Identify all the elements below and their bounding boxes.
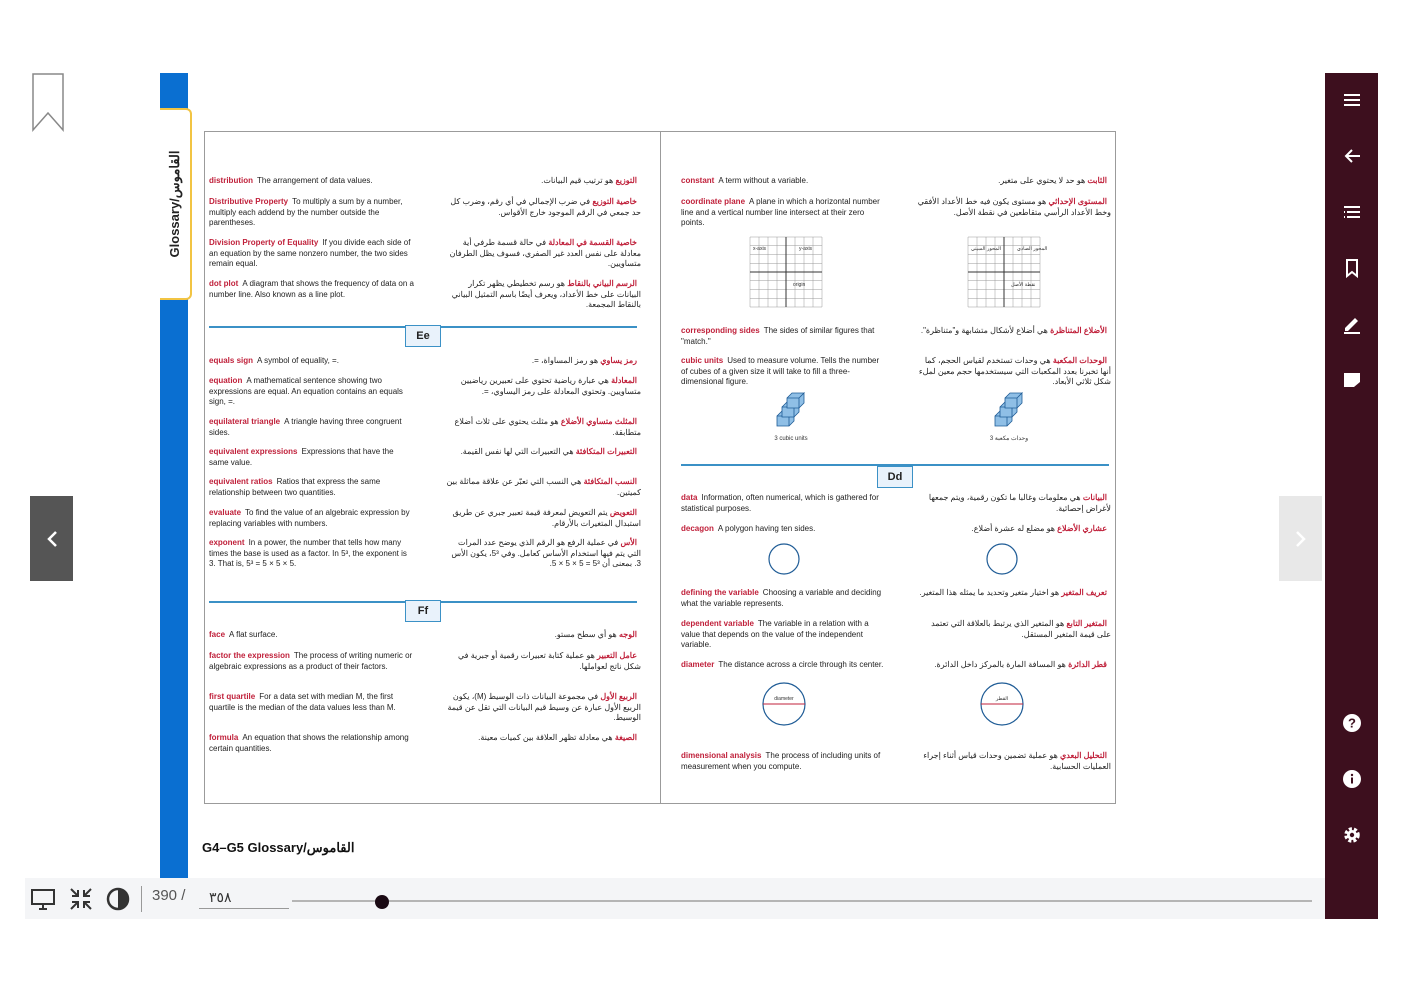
annotate-button[interactable] — [1325, 309, 1378, 339]
page-slider-track[interactable] — [292, 900, 1312, 902]
entry-english — [681, 197, 887, 229]
entry-arabic — [445, 538, 641, 570]
entry-arabic — [445, 630, 641, 641]
glossary-tab-label: Glossary/القاموس — [167, 150, 182, 258]
entry-english — [209, 508, 415, 529]
entry-arabic — [915, 751, 1111, 772]
entry-term: coordinate plane — [681, 197, 746, 206]
entry-term: equivalent expressions — [209, 447, 298, 456]
entry-definition: A term without a variable. — [718, 176, 809, 185]
chevron-right-icon — [1294, 530, 1308, 548]
entry-term: first quartile — [209, 692, 256, 701]
entry-definition: Ratios that express the same relationship between two quantities. — [209, 477, 381, 497]
entry-term: formula — [209, 733, 239, 742]
entry-english — [209, 238, 415, 270]
entry-english — [209, 279, 415, 300]
entry-english — [209, 538, 415, 570]
entry-definition: The distance across a circle through its center. — [718, 660, 884, 669]
entry-arabic — [445, 376, 641, 397]
entry-english — [209, 176, 415, 187]
entry-arabic — [445, 508, 641, 529]
entry-term-arabic: الوجه — [618, 630, 637, 639]
entry-term-arabic: الثابت — [1087, 176, 1107, 185]
entry-term-arabic: قطر الدائرة — [1068, 660, 1107, 669]
entry-english — [209, 356, 415, 367]
entry-definition: The variable in a relation with a value that depends on the value of the independent variable. — [681, 619, 869, 649]
entry-definition: In a power, the number that tells how many times the base is used as a factor. In 5³, the exponent is 3. That is, 5³ = 5 × 5 × 5. — [209, 538, 407, 568]
entry-definition-arabic: هو المسافة المارة بالمركز داخل الدائرة. — [934, 660, 1069, 669]
entry-term-arabic: عشاري الأضلاع — [1057, 524, 1107, 533]
page-slider-handle[interactable] — [375, 895, 389, 909]
bookmark-icon — [1345, 259, 1359, 277]
entry-definition-arabic: في ضرب الإجمالي في أي رقم، وضرب كل حد جمعي في الرقم الموجود خارج الأقواس. — [450, 197, 641, 217]
notes-button[interactable] — [1325, 365, 1378, 395]
arrow-left-icon — [1343, 148, 1361, 164]
entry-definition: An equation that shows the relationship among certain quantities. — [209, 733, 409, 753]
entry-definition-arabic: هو مستوى يكون فيه خط الأعداد الأفقي وخط الأعداد الرأسي متقاطعين في نقطة الأصل. — [917, 197, 1111, 217]
info-button[interactable] — [1325, 764, 1378, 794]
entry-term-arabic: المعادلة — [611, 376, 637, 385]
entry-term: equation — [209, 376, 243, 385]
entry-english — [681, 660, 887, 671]
menu-button[interactable] — [1325, 85, 1378, 115]
entry-term: Distributive Property — [209, 197, 289, 206]
prev-page-button[interactable] — [30, 496, 73, 581]
coordinate-plane-figure — [749, 236, 823, 308]
gear-icon — [1342, 825, 1362, 845]
entry-english — [681, 356, 887, 388]
entry-definition: Choosing a variable and deciding what the variable represents. — [681, 588, 882, 608]
entry-english — [681, 176, 887, 187]
entry-definition-arabic: في حالة قسمة طرفي أية معادلة على نفس العدد غير الصفري، فسوف يظل الطرفان متساويين. — [449, 238, 641, 268]
entry-term: Division Property of Equality — [209, 238, 319, 247]
entry-term: data — [681, 493, 698, 502]
entry-arabic — [445, 356, 641, 367]
entry-definition-arabic: هو اختيار متغير وتحديد ما يمثله هذا المتغير. — [919, 588, 1062, 597]
entry-definition: The sides of similar figures that "match." — [681, 326, 875, 346]
section-letter: Dd — [877, 466, 913, 488]
entry-definition: If you divide each side of an equation by the same nonzero number, the two sides remain equal. — [209, 238, 411, 268]
entry-term: factor the expression — [209, 651, 290, 660]
entry-term: diameter — [681, 660, 715, 669]
decagon-figure — [985, 542, 1019, 576]
monitor-icon[interactable] — [30, 886, 56, 912]
entry-definition: Expressions that have the same value. — [209, 447, 394, 467]
entry-english — [209, 477, 415, 498]
entry-term-arabic: خاصية القسمة في المعادلة — [548, 238, 637, 247]
entry-arabic — [445, 279, 641, 311]
list-icon — [1343, 205, 1361, 219]
fullscreen-collapse-icon[interactable] — [68, 886, 94, 912]
entry-term: equals sign — [209, 356, 254, 365]
entry-arabic — [445, 417, 641, 438]
axis-label: y-axis — [799, 246, 813, 252]
entry-definition-arabic: يتم التعويض لمعرفة قيمة تعبير جبري عن طريق استبدال المتغيرات بالأرقام. — [452, 508, 641, 528]
entry-definition-arabic: هو رمز المساواة، =. — [531, 356, 601, 365]
entry-english — [681, 588, 887, 609]
entry-definition-arabic: في مجموعة البيانات ذات الوسيط (M)، يكون الربيع الأول عبارة عن وسيط قيم البيانات التي تقل عن قيمة الوسيط. — [447, 692, 641, 722]
bottom-toolbar — [25, 878, 1325, 919]
entry-definition: A triangle having three congruent sides. — [209, 417, 402, 437]
entry-term-arabic: النسب المتكافئة — [583, 477, 637, 486]
entry-term-arabic: رمز يساوي — [600, 356, 637, 365]
hamburger-menu-icon — [1343, 93, 1361, 107]
diameter-figure — [761, 681, 807, 727]
entry-term: corresponding sides — [681, 326, 760, 335]
entry-english — [209, 197, 415, 229]
entry-arabic — [445, 176, 641, 187]
entry-english — [209, 447, 415, 468]
entry-arabic — [445, 447, 641, 458]
entry-arabic — [915, 176, 1111, 187]
diameter-label: diameter — [774, 696, 794, 702]
axis-label: origin — [793, 282, 806, 288]
entry-english — [681, 524, 887, 535]
entry-term-arabic: التعبيرات المتكافئة — [575, 447, 637, 456]
section-letter: Ee — [405, 325, 441, 347]
entry-arabic — [915, 493, 1111, 514]
entry-definition: To multiply a sum by a number, multiply each addend by the number outside the parentheses. — [209, 197, 403, 227]
chevron-left-icon — [45, 530, 59, 548]
entry-definition: A diagram that shows the frequency of data on a number line. Also known as a line plot. — [209, 279, 414, 299]
next-page-button[interactable] — [1279, 496, 1322, 581]
entry-definition-arabic: هي عبارة رياضية تحتوي على تعبيرين رياضيين متساويين. وتحتوي المعادلة على رمز اليساوي، =. — [460, 376, 641, 396]
entry-term-arabic: الصيغة — [614, 733, 637, 742]
decagon-figure — [767, 542, 801, 576]
entry-arabic — [915, 619, 1111, 640]
cube-figure — [991, 394, 1027, 430]
entry-arabic — [915, 326, 1111, 337]
help-button[interactable] — [1325, 708, 1378, 738]
entry-term-arabic: البيانات — [1082, 493, 1107, 502]
entry-english — [681, 326, 887, 347]
page-label: G4–G5 Glossary/القاموس — [202, 840, 355, 855]
entry-term: dimensional analysis — [681, 751, 762, 760]
pencil-icon — [1342, 314, 1362, 334]
info-icon — [1342, 769, 1362, 789]
entry-term-arabic: التحليل البعدي — [1060, 751, 1107, 760]
entry-term: defining the variable — [681, 588, 759, 597]
entry-term-arabic: الرسم البياني بالنقاط — [567, 279, 637, 288]
entry-term: decagon — [681, 524, 714, 533]
page-number-input[interactable]: ٣٥٨ — [199, 886, 289, 909]
diameter-figure — [979, 681, 1025, 727]
entry-english — [681, 619, 887, 651]
entry-english — [681, 493, 887, 514]
entry-definition: A symbol of equality, =. — [257, 356, 339, 365]
entry-definition-arabic: هو عملية كتابة تعبيرات رقمية أو جبرية في شكل ناتج لعواملها. — [458, 651, 641, 671]
entry-term-arabic: الربيع الأول — [600, 692, 637, 701]
settings-button[interactable] — [1325, 820, 1378, 850]
total-pages: 390 / — [152, 887, 186, 904]
entry-definition: To find the value of an algebraic expression by replacing variables with numbers. — [209, 508, 410, 528]
entry-arabic — [445, 692, 641, 724]
back-button[interactable] — [1325, 141, 1378, 171]
entry-english — [209, 733, 415, 754]
entry-arabic — [445, 651, 641, 672]
bookmark-button[interactable] — [1325, 253, 1378, 283]
entry-definition: Used to measure volume. Tells the number of cubes of a given size it will take to fill a three-dimensional figure. — [681, 356, 880, 386]
entry-definition: A polygon having ten sides. — [717, 524, 816, 533]
entry-definition: The process of including units of measurement when you compute. — [681, 751, 881, 771]
entry-term-arabic: عامل التعبير — [597, 651, 637, 660]
entry-term-arabic: تعريف المتغير — [1061, 588, 1107, 597]
svg-text:?: ? — [1347, 715, 1356, 731]
entry-term: distribution — [209, 176, 253, 185]
diameter-label: القطر — [995, 696, 1009, 702]
entry-term: exponent — [209, 538, 245, 547]
entry-arabic — [915, 588, 1111, 599]
entry-arabic — [915, 660, 1111, 671]
entry-arabic — [445, 238, 641, 270]
entry-definition-arabic: هو المتغير الذي يرتبط بالعلاقة التي تعتمد على قيمة المتغير المستقل. — [931, 619, 1111, 639]
entry-definition-arabic: في عملية الرفع هو الرقم الذي يوضح عدد المرات التي يتم فيها استخدام الأساس كعامل. وفي 5³، يكون الأس 3. بمعنى أن 5³ = 5 × 5 × 5. — [451, 538, 641, 568]
entry-arabic — [915, 197, 1111, 218]
entry-definition: The arrangement of data values. — [257, 176, 373, 185]
entry-term-arabic: المتغير التابع — [1066, 619, 1107, 628]
cube-caption: 3 cubic units — [774, 436, 808, 442]
entry-term-arabic: المستوى الإحداثي — [1048, 197, 1107, 206]
entry-definition-arabic: هو رسم تخطيطي يظهر تكرار البيانات على خط الأعداد، ويعرف أيضًا باسم التمثيل البياني بالنقاط المجمعة. — [451, 279, 641, 309]
entry-definition-arabic: هو ترتيب قيم البيانات. — [541, 176, 616, 185]
glossary-tab[interactable] — [160, 108, 192, 300]
entry-english — [209, 651, 415, 672]
entry-term-arabic: الأس — [620, 538, 637, 547]
entry-term-arabic: الأضلاع المتناظرة — [1050, 326, 1107, 335]
entry-definition: A flat surface. — [229, 630, 278, 639]
entry-arabic — [445, 197, 641, 218]
entry-definition-arabic: هو عملية تضمين وحدات قياس أثناء إجراء العمليات الحسابية. — [923, 751, 1111, 771]
contrast-icon[interactable] — [105, 886, 131, 912]
entry-definition-arabic: هو حد لا يحتوي على متغير. — [998, 176, 1088, 185]
right-toolbar — [1325, 73, 1378, 919]
entry-term: face — [209, 630, 226, 639]
entry-definition: The process of writing numeric or algebraic expressions as a product of their factors. — [209, 651, 413, 671]
axis-label: المحور السيني — [971, 246, 1001, 252]
entry-term-arabic: التعويض — [609, 508, 637, 517]
book-spread — [204, 131, 1116, 804]
note-icon — [1343, 372, 1361, 388]
entry-english — [209, 630, 415, 641]
entry-definition-arabic: هي التعبيرات التي لها نفس القيمة. — [460, 447, 576, 456]
entry-term: dot plot — [209, 279, 239, 288]
entry-definition: A plane in which a horizontal number line and a vertical number line intersect at their zero points. — [681, 197, 880, 227]
entry-term-arabic: خاصية التوزيع — [592, 197, 637, 206]
entry-definition: For a data set with median M, the first quartile is the median of the data values less than M. — [209, 692, 396, 712]
bookmark-outline-icon[interactable] — [32, 73, 64, 131]
entry-arabic — [915, 524, 1111, 535]
entry-term: constant — [681, 176, 715, 185]
section-letter: Ff — [405, 600, 441, 622]
entry-term-arabic: المثلث متساوي الأضلاع — [560, 417, 637, 426]
entry-definition-arabic: هو أي سطح مستو. — [554, 630, 619, 639]
entry-definition-arabic: هو مثلث يحتوي على ثلاث أضلاع متطابقة. — [454, 417, 641, 437]
cube-caption: 3 وحدات مكعبة — [989, 436, 1029, 442]
entry-english — [209, 692, 415, 713]
entry-definition: Information, often numerical, which is gathered for statistical purposes. — [681, 493, 879, 513]
axis-label: المحور الصادي — [1017, 246, 1048, 252]
entry-term-arabic: الوحدات المكعبة — [1052, 356, 1107, 365]
entry-english — [681, 751, 887, 772]
entry-term: dependent variable — [681, 619, 754, 628]
entry-definition-arabic: هي أضلاع لأشكال متشابهة و"متناظرة". — [920, 326, 1051, 335]
cube-figure — [773, 394, 809, 430]
entry-english — [209, 376, 415, 408]
entry-arabic — [445, 477, 641, 498]
entry-term: equilateral triangle — [209, 417, 281, 426]
entry-definition-arabic: هي النسب التي تعبّر عن علاقة مماثلة بين كميتين. — [446, 477, 641, 497]
entry-term: cubic units — [681, 356, 724, 365]
entry-term-arabic: التوزيع — [615, 176, 637, 185]
entry-english — [209, 417, 415, 438]
entry-term: equivalent ratios — [209, 477, 273, 486]
entry-definition-arabic: هو مضلع له عشرة أضلاع. — [971, 524, 1058, 533]
toc-button[interactable] — [1325, 197, 1378, 227]
help-icon — [1342, 713, 1362, 733]
axis-label: x-axis — [753, 246, 767, 252]
axis-label: نقطة الأصل — [1011, 282, 1036, 288]
entry-definition-arabic: هي معادلة تظهر العلاقة بين كميات معينة. — [478, 733, 615, 742]
book-spine — [660, 132, 661, 803]
coordinate-plane-figure — [967, 236, 1048, 308]
entry-arabic — [915, 356, 1111, 388]
entry-term: evaluate — [209, 508, 242, 517]
entry-definition-arabic: هي وحدات تستخدم لقياس الحجم، كما أنها تخبرنا بعدد المكعبات التي سيستخدمها حجم معين لملء شكل ثلاثي الأبعاد. — [918, 356, 1111, 386]
toolbar-divider — [141, 886, 142, 912]
entry-definition-arabic: هي معلومات وغالبا ما تكون رقمية، ويتم جمعها لأغراض إحصائية. — [928, 493, 1111, 513]
entry-definition: A mathematical sentence showing two expressions are equal. An equation contains an equals sign, =. — [209, 376, 403, 406]
entry-arabic — [445, 733, 641, 744]
